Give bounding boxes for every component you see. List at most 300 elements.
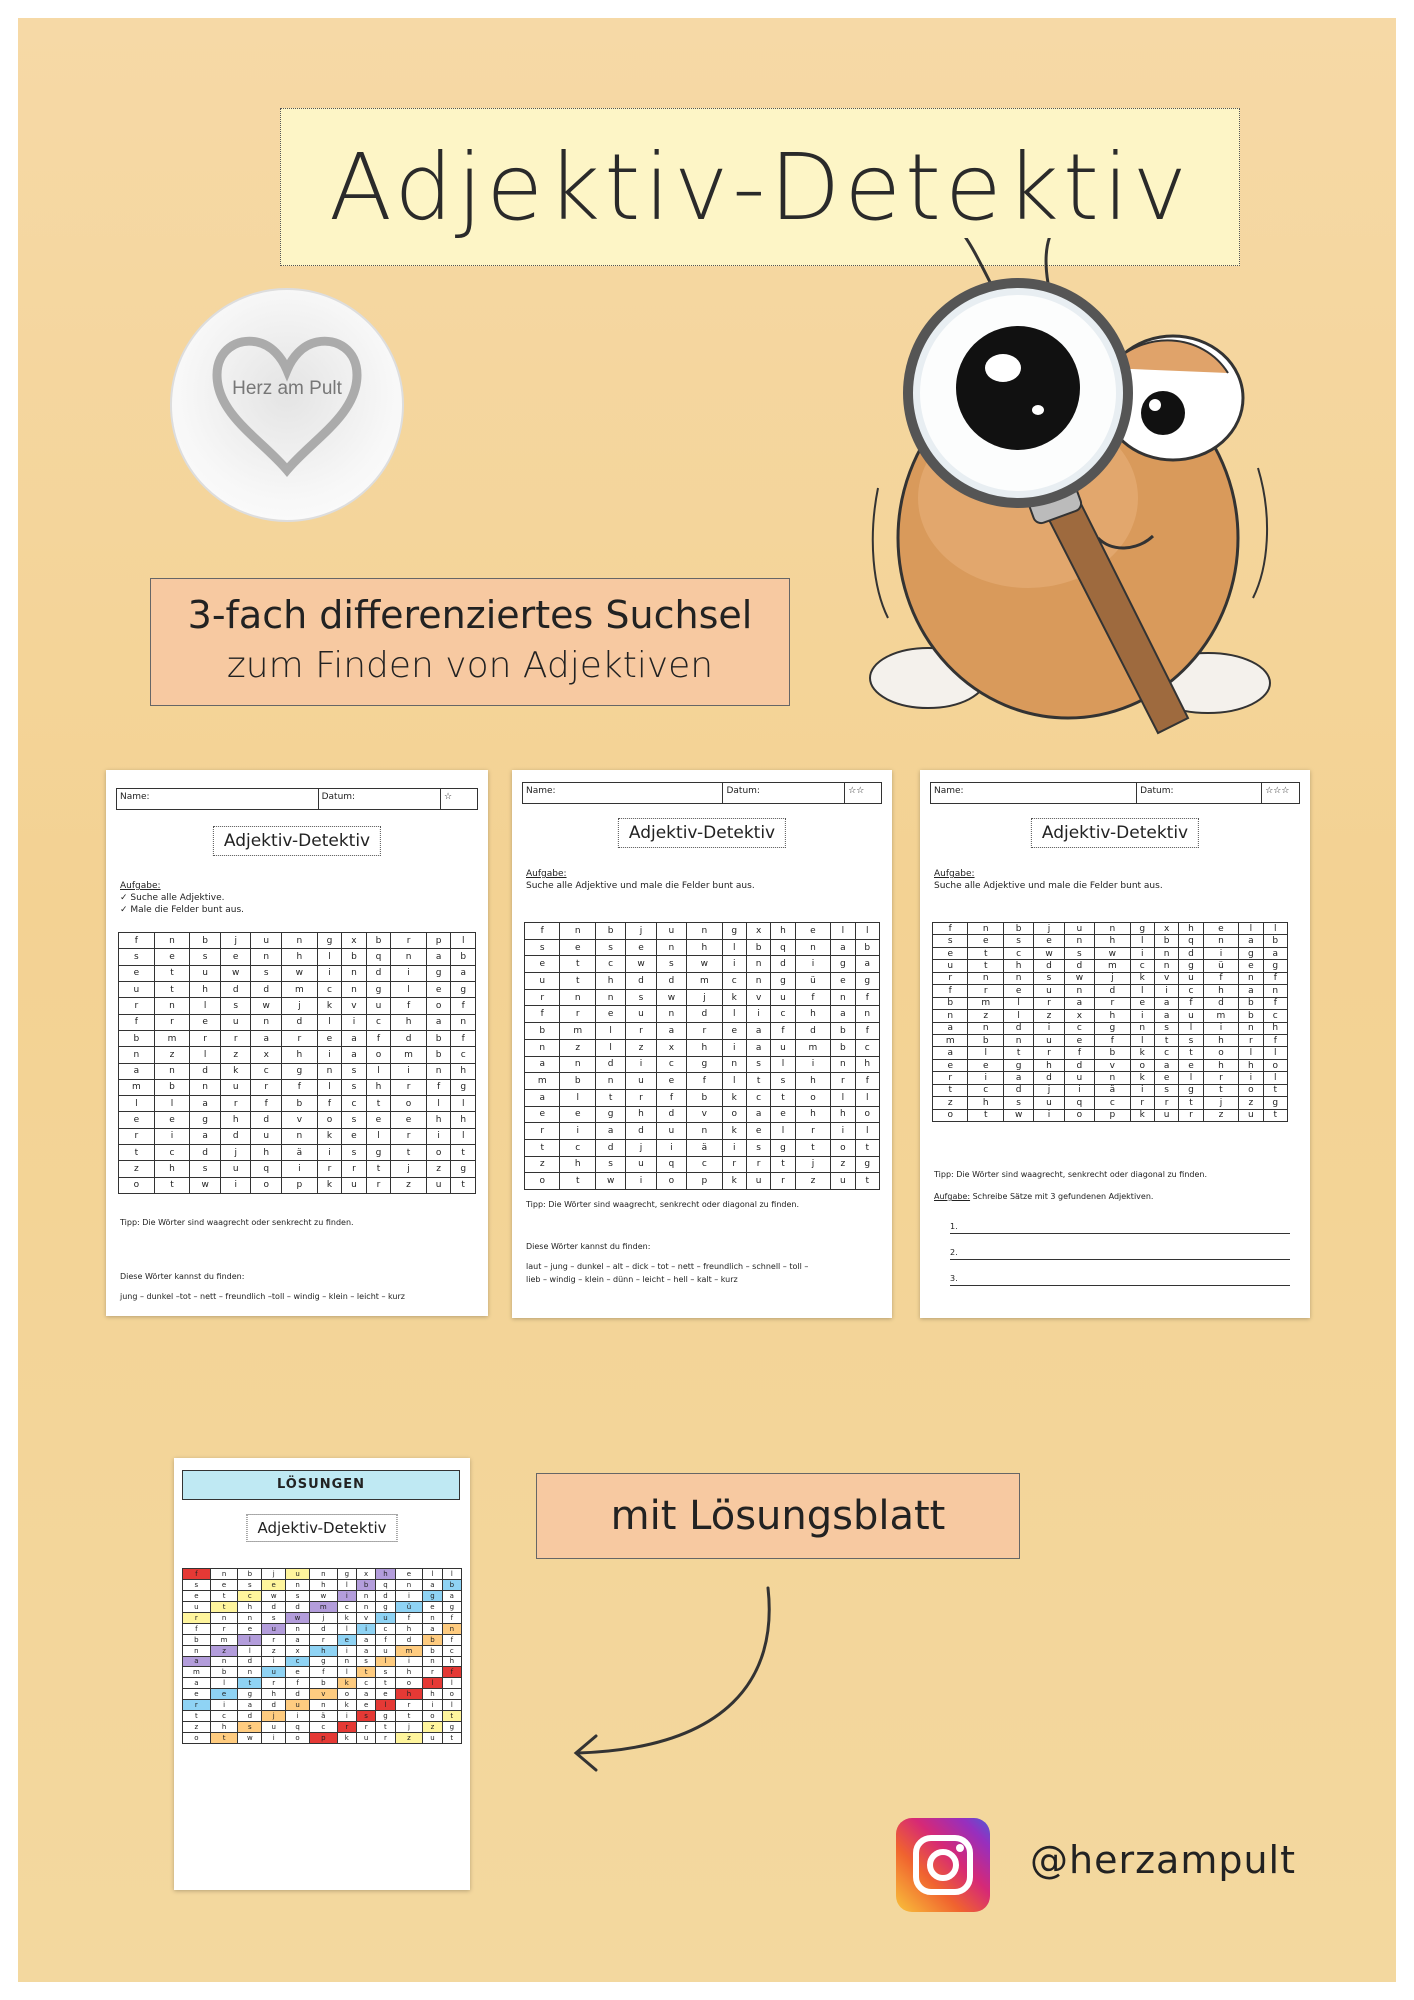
grid-cell: i (262, 1656, 286, 1667)
grid-cell: s (746, 1139, 770, 1156)
grid-cell: u (356, 1733, 375, 1744)
grid-cell: d (1003, 1084, 1033, 1096)
grid-row (933, 1072, 1288, 1084)
grid-cell: b (282, 1096, 318, 1112)
writing-lines (950, 1220, 1290, 1286)
grid-cell: e (220, 949, 251, 965)
task-line2: ✓ Male die Felder bunt aus. (120, 905, 245, 915)
grid-cell: o (933, 1109, 968, 1121)
grid-cell: u (626, 1073, 656, 1090)
grid-cell: t (525, 1139, 560, 1156)
grid-cell: u (251, 933, 282, 949)
grid-cell: i (317, 1047, 342, 1063)
grid-cell: l (771, 1123, 795, 1140)
grid-cell: c (1095, 1097, 1130, 1109)
grid-cell: n (1239, 972, 1263, 984)
grid-cell: g (722, 923, 746, 940)
grid-cell: h (442, 1656, 461, 1667)
grid-cell: i (426, 1128, 451, 1144)
grid-cell: z (1034, 1010, 1064, 1022)
grid-cell: a (442, 1590, 461, 1601)
grid-cell: a (595, 1123, 625, 1140)
grid-cell: w (1064, 972, 1094, 984)
grid-cell: r (1130, 1097, 1154, 1109)
word-search-grid (118, 932, 476, 1194)
grid-cell: u (251, 1128, 282, 1144)
grid-cell: k (220, 1063, 251, 1079)
grid-row (183, 1612, 462, 1623)
grid-cell: b (831, 1023, 855, 1040)
grid-row (119, 1063, 476, 1079)
grid-cell: n (395, 1579, 423, 1590)
grid-cell: d (376, 1590, 395, 1601)
grid-cell: l (317, 1079, 342, 1095)
grid-row (525, 1123, 880, 1140)
task2 (934, 1192, 1153, 1201)
grid-cell: i (317, 965, 342, 981)
grid-cell: d (395, 1634, 423, 1645)
instagram-handle[interactable]: @herzampult (1030, 1838, 1296, 1882)
grid-cell: u (190, 965, 221, 981)
grid-cell: n (560, 923, 595, 940)
grid-cell: o (722, 1106, 746, 1123)
grid-cell: h (451, 1063, 476, 1079)
grid-cell: n (251, 1014, 282, 1030)
grid-cell: s (626, 989, 656, 1006)
word-search-grid (524, 922, 880, 1190)
grid-cell: t (210, 1733, 238, 1744)
grid-cell: t (356, 1667, 375, 1678)
grid-cell: i (423, 1700, 442, 1711)
grid-row (933, 985, 1288, 997)
grid-cell: q (1179, 935, 1203, 947)
grid-cell: n (238, 1667, 262, 1678)
grid-cell: k (722, 1123, 746, 1140)
grid-cell: f (251, 1096, 282, 1112)
grid-cell: t (560, 973, 595, 990)
grid-cell: j (1203, 1097, 1238, 1109)
task-label: Aufgabe: (526, 869, 567, 879)
grid-cell: c (595, 956, 625, 973)
grid-cell: g (282, 1063, 318, 1079)
grid-cell: i (1130, 947, 1154, 959)
grid-cell: i (342, 1014, 367, 1030)
grid-cell: a (746, 1023, 770, 1040)
grid-cell: w (309, 1590, 337, 1601)
grid-cell: l (1263, 923, 1287, 935)
grid-cell: u (626, 1156, 656, 1173)
grid-cell: v (746, 989, 770, 1006)
grid-cell: u (286, 1700, 310, 1711)
grid-cell: d (1034, 960, 1064, 972)
grid-cell: r (746, 1156, 770, 1173)
grid-cell: n (309, 1700, 337, 1711)
grid-cell: h (282, 949, 318, 965)
grid-cell: l (1239, 1047, 1263, 1059)
grid-cell: s (342, 1079, 367, 1095)
grid-cell: m (119, 1079, 155, 1095)
grid-cell: f (1064, 1047, 1094, 1059)
line-3: 3. (950, 1272, 1290, 1286)
grid-cell: z (210, 1645, 238, 1656)
grid-cell: c (356, 1678, 375, 1689)
grid-cell: i (795, 956, 830, 973)
worksheet-level-3 (920, 770, 1310, 1318)
grid-cell: t (560, 956, 595, 973)
grid-cell: g (317, 933, 342, 949)
grid-cell: e (560, 1106, 595, 1123)
grid-cell: x (746, 923, 770, 940)
grid-cell: e (525, 956, 560, 973)
grid-cell: m (282, 981, 318, 997)
grid-cell: z (220, 1047, 251, 1063)
task-line1: ✓ Suche alle Adjektive. (120, 893, 225, 903)
grid-cell: d (262, 1601, 286, 1612)
instagram-icon[interactable] (896, 1818, 990, 1912)
grid-cell: e (366, 1112, 391, 1128)
grid-cell: b (1263, 935, 1287, 947)
grid-cell: h (1263, 1022, 1287, 1034)
grid-cell: n (210, 1656, 238, 1667)
grid-cell: r (831, 1073, 855, 1090)
grid-cell: b (190, 933, 221, 949)
grid-cell: u (342, 1177, 367, 1193)
grid-cell: s (190, 1161, 221, 1177)
word-list: jung – dunkel –tot – nett – freundlich –toll – windig – klein – leicht – kurz (120, 1292, 405, 1301)
grid-cell: g (376, 1711, 395, 1722)
word-list-line1: laut – jung – dunkel – alt – dick – tot – nett – freundlich – schnell – toll – (526, 1262, 809, 1271)
grid-cell: f (317, 1096, 342, 1112)
grid-cell: g (771, 1139, 795, 1156)
grid-cell: o (251, 1177, 282, 1193)
grid-cell: l (376, 1700, 395, 1711)
grid-cell: e (210, 1579, 238, 1590)
grid-cell: s (1154, 1084, 1178, 1096)
grid-cell: s (1064, 947, 1094, 959)
grid-row (183, 1569, 462, 1580)
grid-cell: d (1095, 985, 1130, 997)
grid-cell: h (376, 1569, 395, 1580)
name-date-row (116, 788, 478, 810)
grid-cell: s (656, 956, 686, 973)
grid-cell: l (451, 1128, 476, 1144)
grid-cell: n (1003, 972, 1033, 984)
grid-row (119, 933, 476, 949)
grid-cell: g (1179, 1084, 1203, 1096)
grid-cell: g (1239, 947, 1263, 959)
grid-cell: e (933, 1059, 968, 1071)
grid-cell: i (391, 1063, 427, 1079)
grid-cell: u (1034, 1097, 1064, 1109)
grid-row (183, 1722, 462, 1733)
grid-cell: q (366, 949, 391, 965)
grid-cell: e (1239, 960, 1263, 972)
grid-cell: f (442, 1634, 461, 1645)
grid-cell: w (595, 1173, 625, 1190)
grid-cell: l (442, 1569, 461, 1580)
grid-cell: l (855, 923, 879, 940)
grid-cell: q (286, 1722, 310, 1733)
task2-label: Aufgabe: (934, 1192, 971, 1201)
grid-cell: c (154, 1145, 190, 1161)
grid-cell: t (1263, 1109, 1287, 1121)
grid-cell: r (376, 1733, 395, 1744)
grid-cell: f (426, 1079, 451, 1095)
grid-cell: o (1130, 1059, 1154, 1071)
grid-row (933, 1059, 1288, 1071)
grid-cell: s (1034, 972, 1064, 984)
grid-cell: n (560, 989, 595, 1006)
grid-cell: v (309, 1689, 337, 1700)
grid-cell: r (933, 1072, 968, 1084)
grid-cell: e (1034, 935, 1064, 947)
grid-cell: ä (309, 1711, 337, 1722)
grid-cell: f (286, 1678, 310, 1689)
grid-cell: z (560, 1039, 595, 1056)
grid-cell: r (795, 1123, 830, 1140)
grid-cell: e (831, 973, 855, 990)
grid-cell: g (442, 1722, 461, 1733)
grid-cell: u (1064, 923, 1094, 935)
grid-cell: c (746, 1089, 770, 1106)
grid-cell: f (119, 1014, 155, 1030)
grid-cell: f (855, 1023, 879, 1040)
grid-cell: l (595, 1039, 625, 1056)
grid-cell: f (391, 998, 427, 1014)
grid-cell: f (1095, 1034, 1130, 1046)
grid-cell: n (356, 1601, 375, 1612)
grid-cell: h (282, 1047, 318, 1063)
solution-sheet (174, 1458, 470, 1890)
grid-cell: s (119, 949, 155, 965)
grid-cell: a (183, 1656, 211, 1667)
grid-cell: b (968, 1034, 1003, 1046)
grid-cell: e (968, 1059, 1003, 1071)
grid-cell: c (1064, 1022, 1094, 1034)
grid-cell: s (1003, 1097, 1033, 1109)
grid-cell: n (1203, 935, 1238, 947)
grid-cell: f (656, 1089, 686, 1106)
grid-cell: n (855, 1006, 879, 1023)
grid-cell: v (1154, 972, 1178, 984)
grid-cell: c (1179, 985, 1203, 997)
grid-cell: d (190, 1063, 221, 1079)
grid-cell: ü (795, 973, 830, 990)
grid-cell: h (423, 1689, 442, 1700)
grid-cell: m (395, 1645, 423, 1656)
grid-cell: b (426, 1030, 451, 1046)
grid-cell: r (190, 1030, 221, 1046)
grid-cell: b (423, 1645, 442, 1656)
grid-cell: h (626, 1106, 656, 1123)
sheet-title: Adjektiv-Detektiv (246, 1514, 397, 1542)
grid-cell: i (1034, 1022, 1064, 1034)
grid-cell: h (1034, 1059, 1064, 1071)
grid-cell: h (795, 1073, 830, 1090)
grid-cell: ä (687, 1139, 722, 1156)
grid-cell: n (423, 1656, 442, 1667)
grid-cell: a (423, 1623, 442, 1634)
grid-cell: t (968, 1109, 1003, 1121)
grid-cell: i (1154, 985, 1178, 997)
grid-row (933, 997, 1288, 1009)
grid-cell: n (687, 923, 722, 940)
grid-cell: a (342, 1047, 367, 1063)
grid-cell: n (746, 973, 770, 990)
grid-cell: r (366, 1177, 391, 1193)
grid-cell: r (1203, 1072, 1238, 1084)
grid-cell: t (595, 1089, 625, 1106)
grid-cell: e (746, 1123, 770, 1140)
grid-cell: f (795, 989, 830, 1006)
grid-cell: r (771, 1173, 795, 1190)
grid-cell: n (210, 1569, 238, 1580)
grid-cell: u (1179, 1010, 1203, 1022)
grid-cell: t (968, 947, 1003, 959)
grid-cell: a (119, 1063, 155, 1079)
grid-cell: b (426, 1047, 451, 1063)
grid-cell: s (933, 935, 968, 947)
grid-row (183, 1579, 462, 1590)
grid-cell: e (262, 1579, 286, 1590)
grid-cell: d (626, 1123, 656, 1140)
grid-cell: e (154, 1112, 190, 1128)
grid-cell: u (1034, 1034, 1064, 1046)
grid-cell: c (968, 1084, 1003, 1096)
grid-cell: h (855, 1056, 879, 1073)
grid-row (525, 1156, 880, 1173)
grid-cell: r (220, 1096, 251, 1112)
task-label: Aufgabe: (120, 881, 161, 891)
grid-cell: n (154, 1063, 190, 1079)
grid-cell: l (968, 1047, 1003, 1059)
grid-cell: c (687, 1156, 722, 1173)
grid-cell: n (356, 1590, 375, 1601)
grid-row (183, 1678, 462, 1689)
words-heading: Diese Wörter kannst du finden: (526, 1242, 651, 1251)
grid-cell: k (1130, 1109, 1154, 1121)
name-date-row (930, 782, 1300, 804)
grid-cell: q (251, 1161, 282, 1177)
grid-cell: h (366, 1079, 391, 1095)
grid-cell: l (1239, 923, 1263, 935)
grid-cell: r (525, 989, 560, 1006)
grid-cell: w (282, 965, 318, 981)
grid-cell: a (1239, 935, 1263, 947)
heart-icon (202, 320, 372, 490)
grid-cell: b (687, 1089, 722, 1106)
grid-cell: b (1239, 997, 1263, 1009)
grid-cell: e (1003, 985, 1033, 997)
grid-cell: n (687, 1123, 722, 1140)
grid-row (525, 1106, 880, 1123)
grid-cell: l (595, 1023, 625, 1040)
grid-cell: m (560, 1023, 595, 1040)
grid-cell: i (560, 1123, 595, 1140)
grid-cell: b (342, 949, 367, 965)
grid-cell: m (154, 1030, 190, 1046)
grid-cell: i (626, 1173, 656, 1190)
task2-text: Schreibe Sätze mit 3 gefundenen Adjektiven. (972, 1192, 1154, 1201)
sheet-title: Adjektiv-Detektiv (1031, 818, 1199, 848)
grid-cell: z (423, 1722, 442, 1733)
grid-cell: b (451, 949, 476, 965)
grid-cell: h (771, 923, 795, 940)
grid-cell: u (220, 1014, 251, 1030)
grid-row (119, 1128, 476, 1144)
grid-cell: h (1203, 985, 1238, 997)
grid-cell: a (1154, 1010, 1178, 1022)
grid-cell: b (119, 1030, 155, 1046)
logo-text: Herz am Pult (232, 378, 342, 399)
grid-cell: r (119, 998, 155, 1014)
grid-cell: h (1179, 923, 1203, 935)
grid-cell: n (968, 923, 1003, 935)
grid-cell: g (442, 1601, 461, 1612)
grid-cell: z (795, 1173, 830, 1190)
grid-cell: t (391, 1145, 427, 1161)
grid-cell: l (442, 1678, 461, 1689)
grid-cell: b (831, 1039, 855, 1056)
grid-row (183, 1689, 462, 1700)
grid-cell: j (309, 1612, 337, 1623)
grid-cell: i (722, 1039, 746, 1056)
grid-cell: l (423, 1569, 442, 1580)
grid-cell: u (183, 1601, 211, 1612)
grid-cell: r (119, 1128, 155, 1144)
grid-cell: n (1003, 1034, 1033, 1046)
grid-cell: h (1239, 1059, 1263, 1071)
grid-row (933, 1084, 1288, 1096)
grid-cell: a (933, 1047, 968, 1059)
grid-cell: e (210, 1689, 238, 1700)
grid-cell: ü (395, 1601, 423, 1612)
grid-cell: h (560, 1156, 595, 1173)
grid-cell: j (795, 1156, 830, 1173)
grid-cell: e (426, 981, 451, 997)
grid-cell: j (626, 1139, 656, 1156)
poster (18, 18, 1396, 1982)
grid-cell: j (1034, 1084, 1064, 1096)
grid-cell: s (183, 1579, 211, 1590)
grid-cell: r (1154, 1097, 1178, 1109)
grid-cell: c (722, 973, 746, 990)
grid-cell: h (968, 1097, 1003, 1109)
grid-row (933, 935, 1288, 947)
grid-cell: r (183, 1700, 211, 1711)
grid-cell: z (968, 1010, 1003, 1022)
grid-cell: t (968, 960, 1003, 972)
grid-cell: h (1203, 1059, 1238, 1071)
grid-cell: z (1239, 1097, 1263, 1109)
grid-cell: k (317, 1177, 342, 1193)
grid-cell: n (286, 1579, 310, 1590)
grid-cell: e (1179, 1059, 1203, 1071)
grid-cell: u (376, 1612, 395, 1623)
grid-cell: w (1034, 947, 1064, 959)
grid-cell: l (426, 1096, 451, 1112)
grid-cell: a (183, 1678, 211, 1689)
grid-cell: t (771, 1156, 795, 1173)
grid-cell: n (282, 1128, 318, 1144)
grid-cell: k (1130, 972, 1154, 984)
grid-cell: r (342, 1161, 367, 1177)
grid-cell: e (395, 1569, 423, 1580)
grid-cell: u (746, 1173, 770, 1190)
grid-cell: f (376, 1634, 395, 1645)
grid-row (119, 1096, 476, 1112)
grid-cell: h (1095, 1010, 1130, 1022)
